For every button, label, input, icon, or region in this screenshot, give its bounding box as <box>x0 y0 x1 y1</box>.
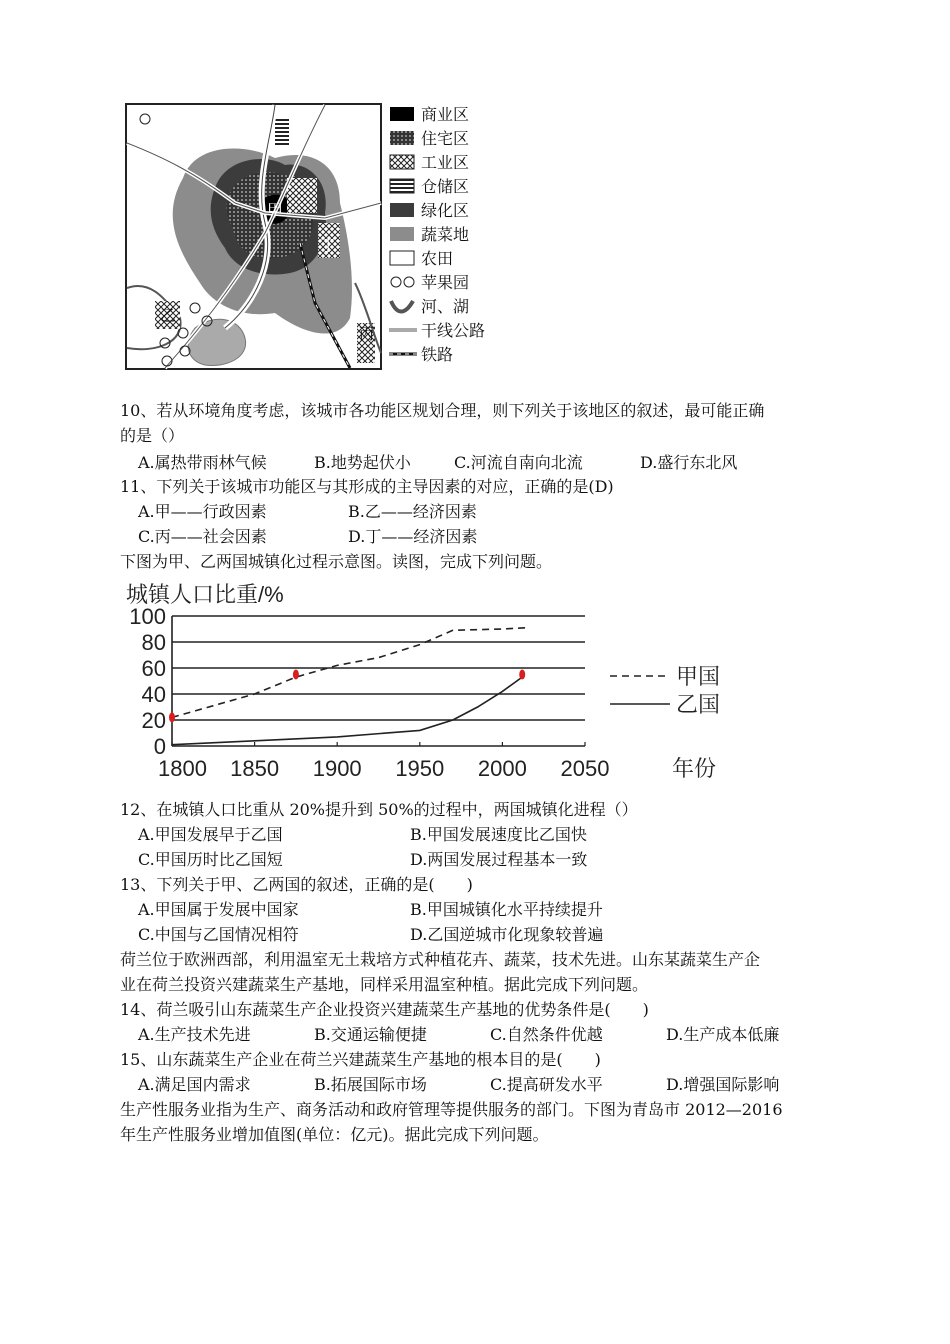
label-jia: 甲 <box>267 203 284 220</box>
y-tick-label: 40 <box>141 682 166 707</box>
q12-option-d[interactable]: D.两国发展过程基本一致 <box>410 850 588 869</box>
netherlands-intro-line1: 荷兰位于欧洲西部，利用温室无土栽培方式种植花卉、蔬菜，技术先进。山东某蔬菜生产企 <box>120 950 761 969</box>
q12-option-b[interactable]: B.甲国发展速度比乙国快 <box>410 825 587 844</box>
chart-intro: 下图为甲、乙两国城镇化过程示意图。读图，完成下列问题。 <box>120 552 553 571</box>
services-intro-line2: 年生产性服务业增加值图(单位：亿元)。据此完成下列问题。 <box>120 1125 549 1144</box>
q14-option-b[interactable]: B.交通运输便捷 <box>314 1025 427 1044</box>
x-tick-label: 1850 <box>230 756 280 781</box>
q11-options-row1 <box>138 501 638 523</box>
q10-stem-line1: 10、若从环境角度考虑，该城市各功能区规划合理，则下列关于该地区的叙述，最可能正确 <box>120 401 765 420</box>
chart-xlabel: 年份 <box>672 756 717 781</box>
label-ding: 丁 <box>320 238 337 255</box>
legend-swatch-green <box>390 203 414 217</box>
y-tick-label: 0 <box>153 734 166 759</box>
x-tick-label: 1950 <box>395 756 445 781</box>
city-functional-zone-map <box>125 103 495 373</box>
q10-option-d[interactable]: D.盛行东北风 <box>640 453 738 472</box>
red-mark <box>293 670 299 680</box>
q13-stem: 13、下列关于甲、乙两国的叙述，正确的是( ) <box>120 875 473 894</box>
industrial-zone-north <box>287 178 317 213</box>
q11-options-row2 <box>138 526 638 548</box>
legend-farmland: 农田 <box>421 251 454 268</box>
q13-options-row1 <box>138 899 738 921</box>
map-svg <box>125 103 495 373</box>
legend-commercial: 商业区 <box>421 107 470 124</box>
legend-orchard: 苹果园 <box>421 275 470 292</box>
q15-option-a[interactable]: A.满足国内需求 <box>138 1075 251 1094</box>
legend-river-icon <box>391 301 413 312</box>
q11-option-d[interactable]: D.丁——经济因素 <box>348 527 478 546</box>
q12-option-c[interactable]: C.甲国历时比乙国短 <box>138 850 283 869</box>
q13-option-b[interactable]: B.甲国城镇化水平持续提升 <box>410 900 603 919</box>
x-tick-label: 1900 <box>312 756 362 781</box>
legend-river: 河、湖 <box>421 299 470 316</box>
q13-option-d[interactable]: D.乙国逆城市化现象较普遍 <box>410 925 604 944</box>
map-legend <box>389 106 485 364</box>
legend-swatch-residential <box>390 131 414 145</box>
series-line-jia <box>172 628 527 718</box>
q12-options-row1 <box>138 824 738 846</box>
urbanization-line-chart <box>120 578 740 788</box>
legend-label-yi: 乙国 <box>676 692 721 717</box>
q11-option-a[interactable]: A.甲——行政因素 <box>138 502 267 521</box>
q10-option-a[interactable]: A.属热带雨林气候 <box>138 453 267 472</box>
legend-railway: 铁路 <box>421 347 454 364</box>
q14-option-d[interactable]: D.生产成本低廉 <box>666 1025 780 1044</box>
q11-option-b[interactable]: B.乙——经济因素 <box>348 502 477 521</box>
y-tick-label: 80 <box>141 630 166 655</box>
legend-label-jia: 甲国 <box>676 664 721 689</box>
label-bing: 丙 <box>359 326 375 343</box>
q14-option-c[interactable]: C.自然条件优越 <box>490 1025 603 1044</box>
q15-option-d[interactable]: D.增强国际影响 <box>666 1075 780 1094</box>
legend-industrial: 工业区 <box>421 155 470 172</box>
legend-swatch-vegetable <box>390 227 414 241</box>
red-mark <box>169 712 175 722</box>
q13-option-c[interactable]: C.中国与乙国情况相符 <box>138 925 299 944</box>
q15-stem: 15、山东蔬菜生产企业在荷兰兴建蔬菜生产基地的根本目的是( ) <box>120 1050 601 1069</box>
services-intro-line1: 生产性服务业指为生产、商务活动和政府管理等提供服务的部门。下图为青岛市 2012—2016 <box>120 1100 783 1119</box>
y-tick-label: 100 <box>129 604 166 629</box>
x-tick-label: 1800 <box>158 756 207 781</box>
label-yi: 乙 <box>160 308 177 325</box>
storage-area <box>275 118 289 146</box>
legend-storage: 仓储区 <box>421 179 470 196</box>
q10-option-c[interactable]: C.河流自南向北流 <box>454 453 583 472</box>
chart-title: 城镇人口比重/% <box>126 582 284 607</box>
q13-option-a[interactable]: A.甲国属于发展中国家 <box>138 900 299 919</box>
q12-option-a[interactable]: A.甲国发展早于乙国 <box>138 825 283 844</box>
x-tick-label: 2050 <box>560 756 610 781</box>
netherlands-intro-line2: 业在荷兰投资兴建蔬菜生产基地，同样采用温室种植。据此完成下列问题。 <box>120 975 649 994</box>
legend-apple-icon <box>391 277 401 287</box>
legend-swatch-farmland <box>390 251 414 265</box>
q12-stem: 12、在城镇人口比重从 20%提升到 50%的过程中，两国城镇化进程（） <box>120 800 638 819</box>
q11-option-c[interactable]: C.丙——社会因素 <box>138 527 267 546</box>
q15-option-c[interactable]: C.提高研发水平 <box>490 1075 603 1094</box>
y-tick-label: 60 <box>141 656 166 681</box>
series-line-yi <box>172 677 522 745</box>
chart-svg <box>120 578 740 788</box>
legend-road: 干线公路 <box>421 323 486 340</box>
q14-option-a[interactable]: A.生产技术先进 <box>138 1025 251 1044</box>
q14-stem: 14、荷兰吸引山东蔬菜生产企业投资兴建蔬菜生产基地的优势条件是( ) <box>120 1000 649 1019</box>
q14-options <box>138 1024 838 1046</box>
y-tick-label: 20 <box>141 708 166 733</box>
legend-green: 绿化区 <box>421 203 470 220</box>
legend-residential: 住宅区 <box>421 131 470 148</box>
red-mark <box>519 670 525 680</box>
lake <box>188 319 246 365</box>
q10-option-b[interactable]: B.地势起伏小 <box>314 453 411 472</box>
q10-options <box>138 452 838 474</box>
legend-vegetable: 蔬菜地 <box>421 227 470 244</box>
q13-options-row2 <box>138 924 738 946</box>
q10-stem-line2: 的是（） <box>120 426 185 445</box>
q15-option-b[interactable]: B.拓展国际市场 <box>314 1075 427 1094</box>
legend-swatch-storage <box>390 179 414 193</box>
x-tick-label: 2000 <box>477 756 527 781</box>
q15-options <box>138 1074 838 1096</box>
q12-options-row2 <box>138 849 738 871</box>
legend-swatch-industrial <box>390 155 414 169</box>
legend-swatch-commercial <box>390 107 414 121</box>
q11-stem: 11、下列关于该城市功能区与其形成的主导因素的对应，正确的是(D) <box>120 477 614 496</box>
